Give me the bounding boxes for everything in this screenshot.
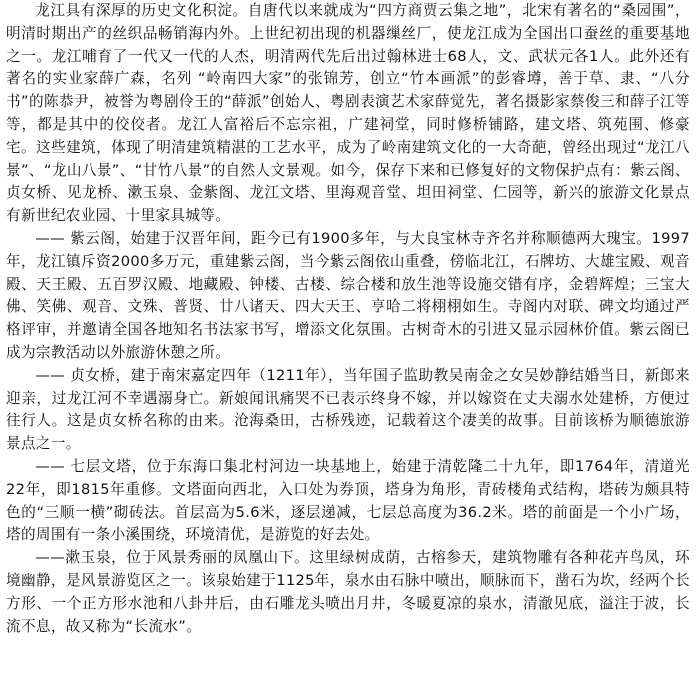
paragraph-shuyu-spring: ——漱玉泉，位于风景秀丽的凤凰山下。这里绿树成荫，古榕参天，建筑物雕有各种花卉鸟凤，环境幽静，是风景游览区之一。该泉始建于1125年，泉水由石脉中喷出，顺脉而下，凿石为坎，经两个长方形、一个正方形水池和八卦井后，由石雕龙头喷出月井，冬暖夏凉的泉水，清澈见底，溢注于波，长流不息，故又称为“长流水”。 (6, 549, 690, 635)
paragraph-history: 龙江具有深厚的历史文化积淀。自唐代以来就成为“四方商贾云集之地”，北宋有著名的“桑园围”，明清时期出产的丝织品畅销海内外。上世纪初出现的机器缫丝厂，使龙江成为全国出口蚕丝的重要基地之一。龙江哺育了一代又一代的人杰，明清两代先后出过翰林进士68人，文、武状元各1人。此外还有著名的实业家薛广森，名列 “岭南四大家”的张锦芳，创立“竹本画派”的彭睿壿，善于草、隶、“八分书”的陈恭尹，被誉为粤剧伶王的“薛派”创始人、粤剧表演艺术家薛觉先，著名摄影家蔡俊三和薛子江等等，都是其中的佼佼者。龙江人富裕后不忘宗祖，广建祠堂，同时修桥铺路，建文塔、筑苑围、修豪宅。这些建筑，体现了明清建筑精湛的工艺水平，成为了岭南建筑文化的一大奇葩，曾经出现过“龙江八景”、“龙山八景”、“甘竹八景”的自然人文景观。如今，保存下来和已修复好的文物保护点有：紫云阁、贞女桥、见龙桥、漱玉泉、金紫阁、龙江文塔、里海观音堂、坦田祠堂、仁园等，新兴的旅游文化景点有新世纪农业园、十里家具城等。 (6, 2, 690, 225)
article-body (6, 0, 690, 638)
paragraph-zhennv-bridge: —— 贞女桥，建于南宋嘉定四年（1211年），当年国子监助教吴南金之女吴妙静结婚当日，新郎来迎亲，过龙江河不幸遇溺身亡。新娘闻讯痛哭不已表示终身不嫁，并以嫁资在丈夫溺水处建桥，方便过往行人。这是贞女桥名称的由来。沧海桑田，古桥残迹，记载着这个凄美的故事。目前该桥为顺德旅游景点之一。 (6, 366, 690, 453)
paragraph-seven-story-pagoda: —— 七层文塔，位于东海口集北村河边一块基地上，始建于清乾隆二十九年，即1764年，清道光22年，即1815年重修。文塔面向西北，入口处为券顶，塔身为角形，青砖楼角式结构，塔砖为颇具特色的“三顺一横”砌砖法。首层高为5.6米，逐层递减，七层总高度为36.2米。塔的前面是一个小广场，塔的周围有一条小溪围绕，环境清优，是游览的好去处。 (6, 457, 690, 544)
paragraph-ziyun-pavilion: —— 紫云阁，始建于汉晋年间，距今已有1900多年，与大良宝林寺齐名并称顺德两大瑰宝。1997年，龙江镇斥资2000多万元，重建紫云阁，当今紫云阁依山重叠，傍临北江，石牌坊、大雄宝殿、观音殿、天王殿、五百罗汉殿、地藏殿、钟楼、古楼、综合楼和放生池等设施交错有序，金碧辉煌；三宝大佛、笑佛、观音、文殊、普贤、廿八诸天、四大天王、亨哈二将栩栩如生。寺阁内对联、碑文均通过严格评审，并邀请全国各地知名书法家书写，增添文化氛围。古树奇木的引进又显示园林价值。紫云阁已成为宗教活动以外旅游休憩之所。 (6, 229, 690, 361)
